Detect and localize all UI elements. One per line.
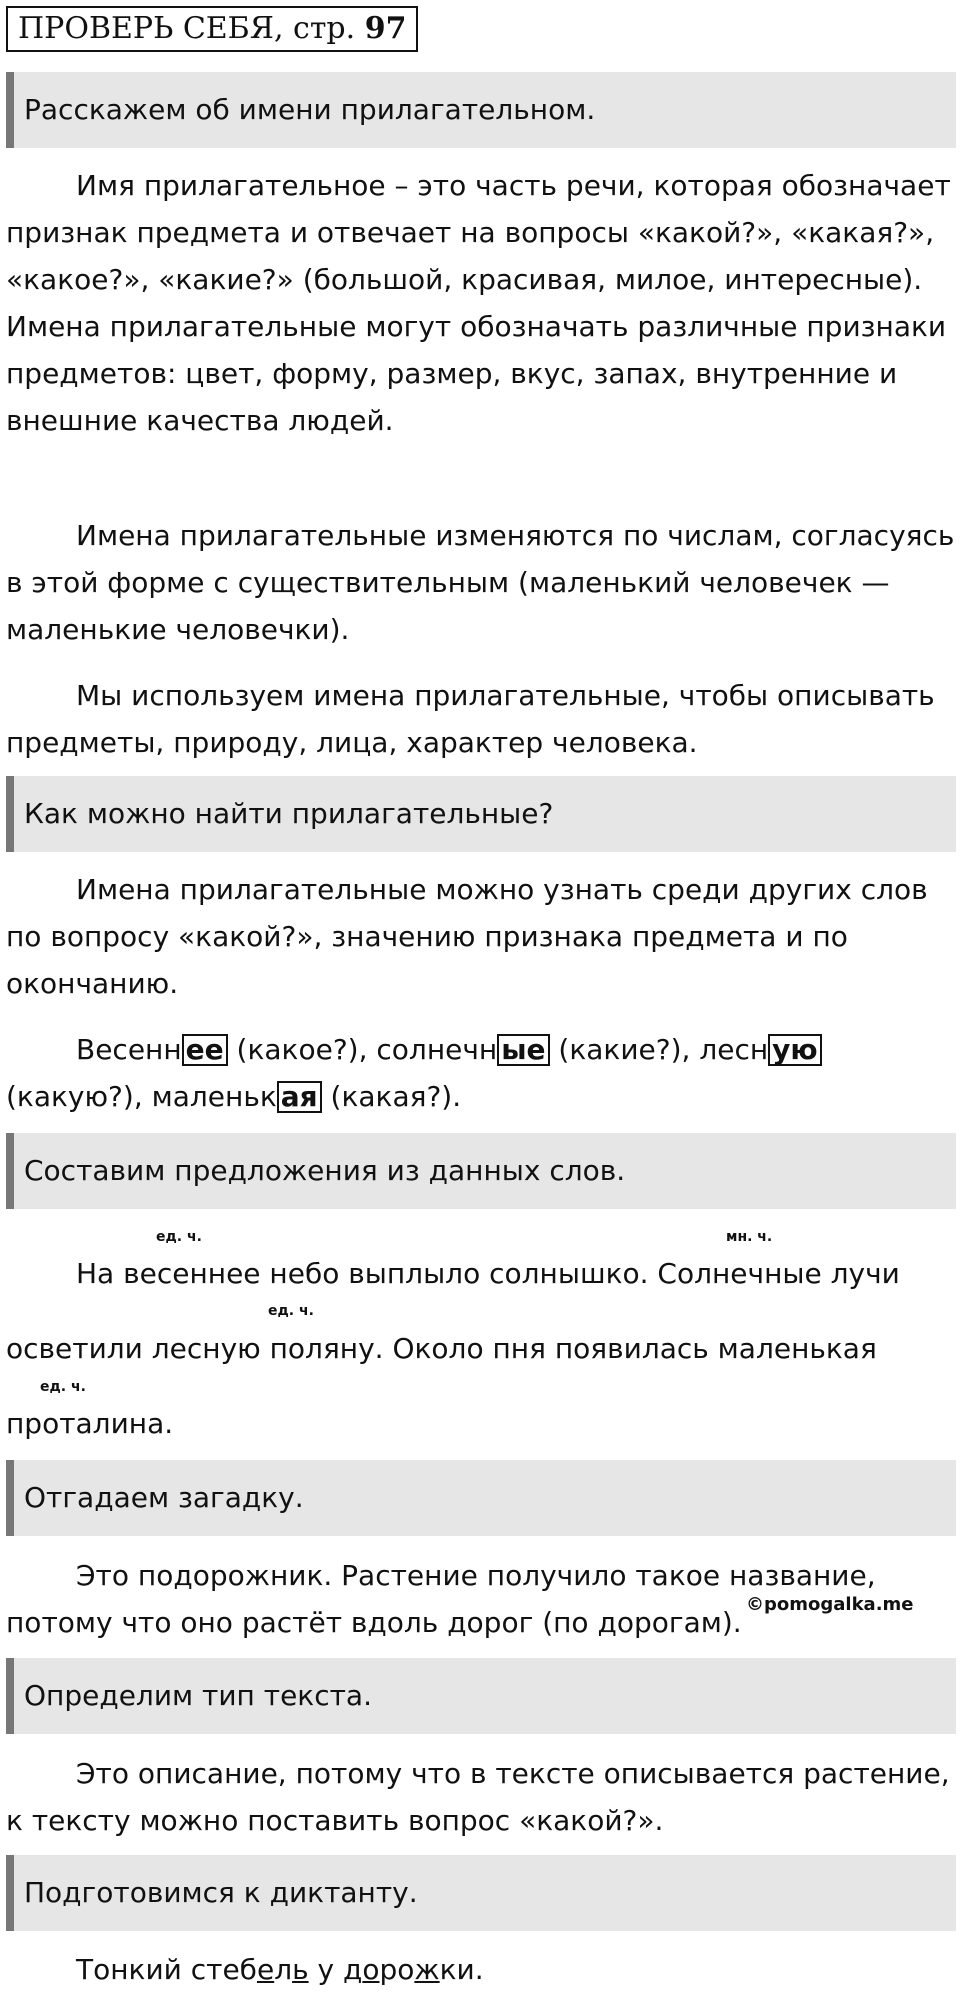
page-title [6, 6, 418, 52]
dictation-part: ро [379, 1953, 415, 1986]
paragraph-definition: Имя прилагательное – это часть речи, которая обозначает признак предмета и отвечает на вопросы «какой?», «какая?», «какое?», «какие?» (большой, красивая, милое, интересные). Имена прилагательные могут обозначать различные признаки предметов: цвет, форму, размер, вкус, запах, внутренние и внешние качества людей. [6, 169, 951, 437]
watermark: ©pomogalka.me [746, 1594, 914, 1615]
paragraph-usage: Мы используем имена прилагательные, чтобы описывать предметы, природу, лица, характер человека. [6, 679, 935, 759]
title-page-number: 97 [364, 11, 407, 46]
ending-box: ые [497, 1034, 549, 1066]
example-word: (какие?), лесн [549, 1033, 769, 1066]
example-word: (какое?), солнечн [227, 1033, 498, 1066]
dictation-underlined-letter: е [256, 1953, 275, 1986]
dictation-underlined-letter: ж [414, 1953, 440, 1986]
paragraph-examples [6, 1026, 956, 1120]
section-header-dictation: Подготовимся к диктанту. [6, 1855, 956, 1931]
number-mark-plural: мн. ч. [726, 1229, 773, 1245]
example-word: (какую?), маленьк [6, 1080, 277, 1113]
paragraph-text-type: Это описание, потому что в тексте описывается растение, к тексту можно поставить вопрос «какой?». [6, 1757, 950, 1837]
paragraph-riddle-answer: Это подорожник. Растение получило такое название, потому что оно растёт вдоль дорог (по дорогам). [6, 1559, 876, 1639]
ending-box: ая [277, 1081, 322, 1113]
title-text: ПРОВЕРЬ СЕБЯ, стр. [18, 11, 365, 46]
number-mark-singular: ед. ч. [156, 1229, 202, 1245]
section-header-riddle: Отгадаем загадку. [6, 1460, 956, 1536]
paragraph-how-to-find: Имена прилагательные можно узнать среди других слов по вопросу «какой?», значению признака предмета и по окончанию. [6, 873, 928, 1000]
example-word: (какая?). [321, 1080, 462, 1113]
number-mark-singular: ед. ч. [40, 1379, 86, 1395]
section-header-find-adjectives: Как можно найти прилагательные? [6, 776, 956, 852]
ending-box: ую [768, 1034, 821, 1066]
number-mark-singular: ед. ч. [268, 1303, 314, 1319]
paragraph-sentences: На весеннее небо выплыло солнышко. Солнечные лучи осветили лесную поляну. Около пня появилась маленькая проталина. [6, 1257, 900, 1440]
dictation-part: л [274, 1953, 293, 1986]
paragraph-dictation [6, 1946, 956, 1993]
dictation-part: у д [308, 1953, 363, 1986]
dictation-underlined-letter: о [362, 1953, 380, 1986]
dictation-underlined-letter: ь [292, 1953, 309, 1986]
section-header-adjective: Расскажем об имени прилагательном. [6, 72, 956, 148]
paragraph-number-change: Имена прилагательные изменяются по числам, согласуясь в этой форме с существительным (маленький человечек — маленькие человечки). [6, 519, 955, 646]
section-header-make-sentences: Составим предложения из данных слов. [6, 1133, 956, 1209]
dictation-part: Тонкий стеб [76, 1953, 257, 1986]
section-header-text-type: Определим тип текста. [6, 1658, 956, 1734]
dictation-part: ки. [439, 1953, 484, 1986]
ending-box: ее [182, 1034, 228, 1066]
example-word: Весенн [76, 1033, 182, 1066]
